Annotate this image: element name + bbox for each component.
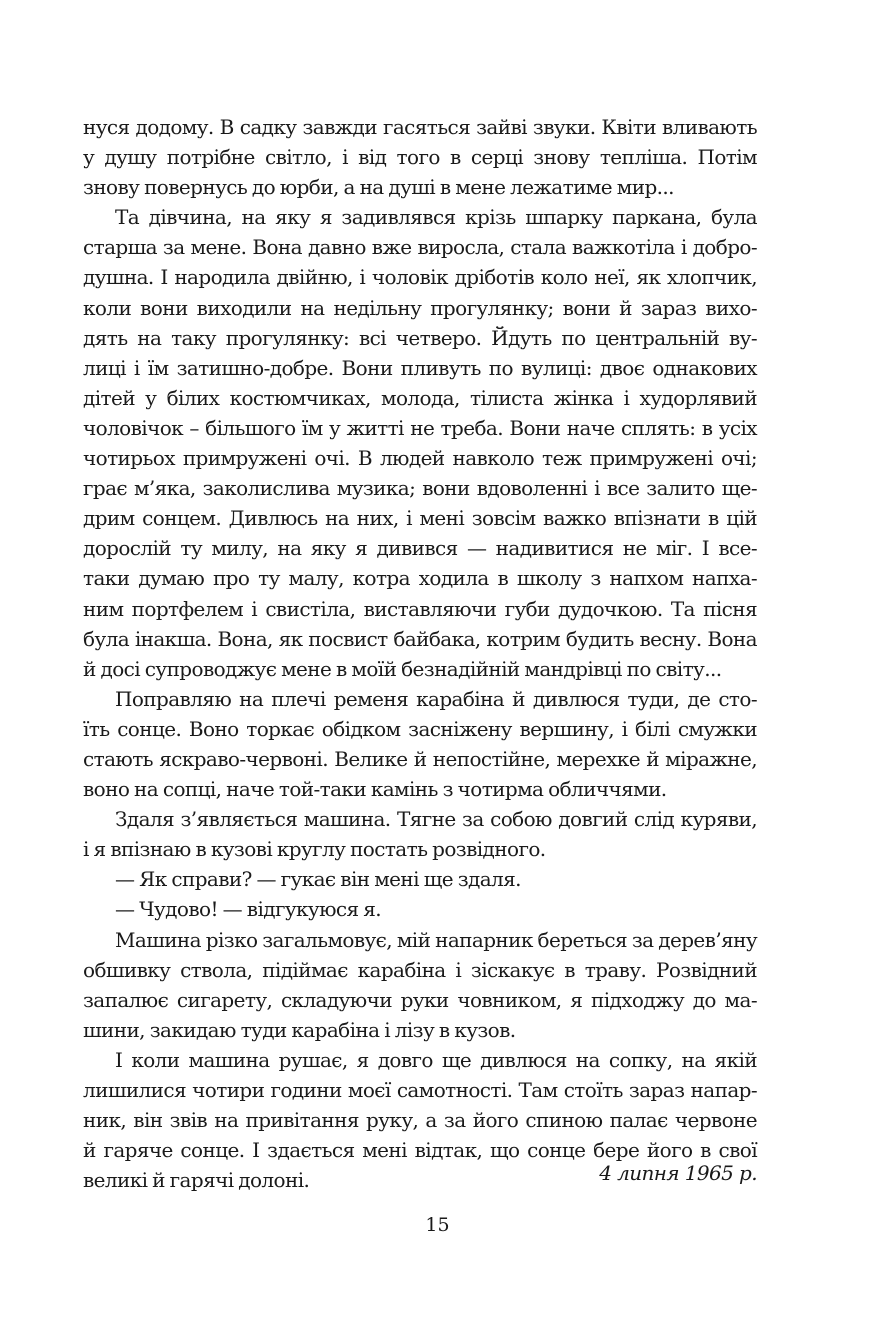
paragraph-start-line: Поправляю на плечі ременя карабіна й дивлюся туди, де сто-: [115, 686, 757, 711]
text-line: чоловічок – більшого їм у житті не треба. Вони наче сплять: в усіх: [83, 415, 757, 440]
text-line: була інакша. Вона, як посвист байбака, котрим будить весну. Вона: [83, 626, 757, 651]
body-text: [83, 112, 757, 1195]
text-line: дорослій ту милу, на яку я дивився — надивитися не міг. І все-: [83, 536, 757, 561]
text-line: коли вони виходили на недільну прогулянку; вони й зараз вихо-: [83, 295, 757, 320]
text-line: воно на сопці, наче той-таки камінь з чотирма обличчями.: [83, 777, 667, 802]
text-line: ним портфелем і свистіла, виставляючи губи дудочкою. Та пісня: [83, 596, 757, 621]
text-line: шини, закидаю туди карабіна і лізу в кузов.: [83, 1017, 516, 1042]
text-line: старша за мене. Вона давно вже виросла, стала важкотіла і добро-: [83, 235, 757, 260]
text-line: лиці і їм затишно-добре. Вони пливуть по вулиці: двоє однакових: [83, 355, 757, 380]
text-line: дітей у білих костюмчиках, молода, тілиста жінка і худорлявий: [83, 385, 757, 410]
page-number: 15: [425, 1214, 450, 1236]
text-line: лишилися чотири години моєї самотності. Там стоїть зараз напар-: [83, 1078, 757, 1102]
paragraph-start-line: Машина різко загальмовує, мій напарник береться за дерев’яну: [115, 927, 757, 952]
paragraph-start-line: Здаля з’являється машина. Тягне за собою довгий слід куряви,: [115, 807, 757, 832]
text-line: їть сонце. Воно торкає обідком засніжену вершину, і білі смужки: [83, 716, 757, 741]
dialogue-line: — Чудово! — відгукуюся я.: [115, 897, 382, 922]
text-line: обшивку ствола, підіймає карабіна і зіскакує в траву. Розвідний: [83, 957, 757, 982]
text-line: й досі супроводжує мене в моїй безнадійній мандрівці по світу...: [83, 656, 722, 681]
text-line: таки думаю про ту малу, котра ходила в школу з напхом напха-: [83, 566, 757, 591]
text-line: великі й гарячі долоні.: [83, 1168, 310, 1193]
paragraph-start-line: І коли машина рушає, я довго ще дивлюся на сопку, на якій: [115, 1047, 757, 1072]
date-signature: 4 липня 1965 р.: [599, 1161, 757, 1185]
text-line: знову повернусь до юрби, а на душі в мене лежатиме мир...: [83, 175, 674, 200]
text-line: ник, він звів на привітання руку, а за його спиною палає червоне: [83, 1108, 757, 1133]
text-line: дрим сонцем. Дивлюсь на них, і мені зовсім важко впізнати в цій: [83, 506, 757, 531]
text-line: у душу потрібне світло, і від того в серці знову тепліша. Потім: [83, 145, 757, 170]
text-line: й гаряче сонце. І здається мені відтак, що сонце бере його в свої: [83, 1138, 757, 1163]
text-line: душна. І народила двійню, і чоловік дріботів коло неї, як хлопчик,: [83, 265, 757, 290]
text-line: запалює сигарету, складуючи руки човником, я підходжу до ма-: [83, 987, 757, 1012]
text-line: чотирьох примружені очі. В людей навколо теж примружені очі;: [83, 446, 757, 471]
text-line: дять на таку прогулянку: всі четверо. Йдуть по центральній ву-: [83, 325, 757, 350]
text-line: нуся додому. В садку завжди гасяться зайві звуки. Квіти вливають: [83, 115, 757, 139]
text-line: стають яскраво-червоні. Велике й непостійне, мерехке й міражне,: [83, 746, 757, 771]
text-line: грає м’яка, заколислива музика; вони вдоволенні і все залито ще-: [83, 476, 757, 501]
paragraph-start-line: Та дівчина, на яку я задивлявся крізь шпарку паркана, була: [115, 205, 757, 230]
text-line: і я впізнаю в кузові круглу постать розвідного.: [83, 837, 546, 862]
dialogue-line: — Як справи? — гукає він мені ще здаля.: [115, 867, 521, 892]
